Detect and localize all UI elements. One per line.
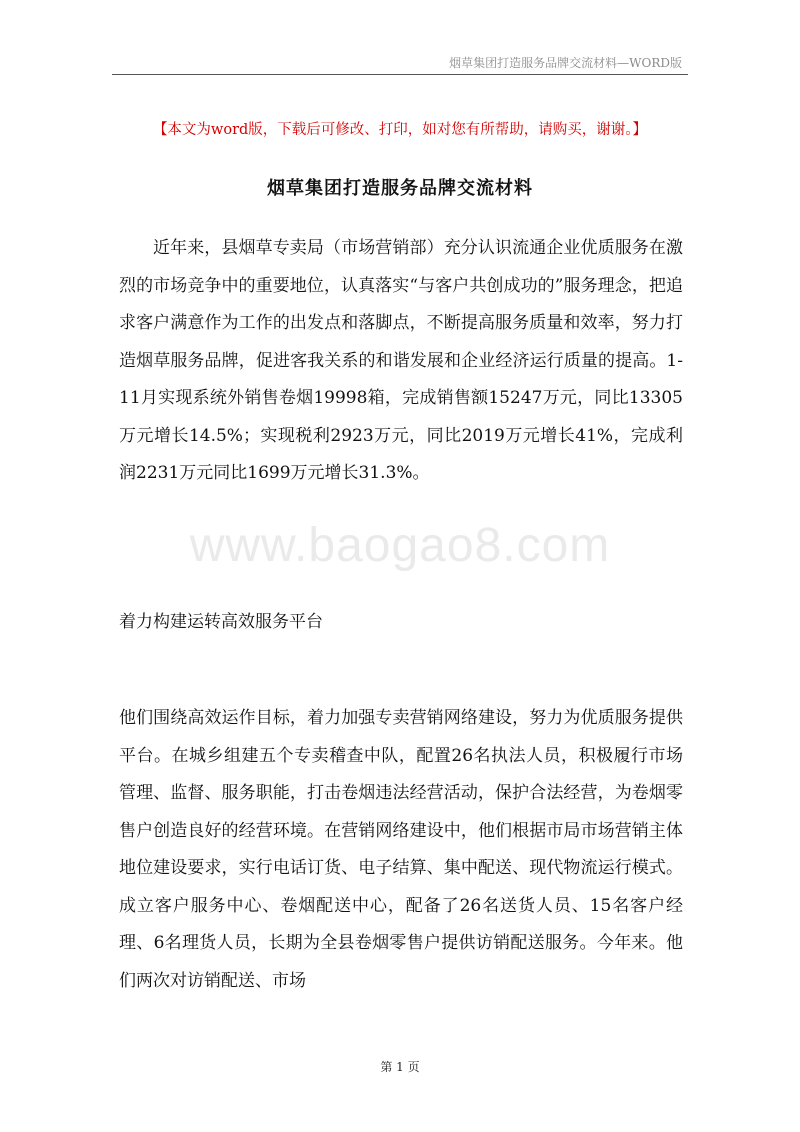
- header-divider: [112, 74, 688, 75]
- page-number: 第 1 页: [380, 1060, 420, 1074]
- download-notice: 【本文为word版，下载后可修改、打印，如对您有所帮助，请购买，谢谢。】: [152, 122, 648, 138]
- running-header: 烟草集团打造服务品牌交流材料—WORD版: [449, 56, 682, 70]
- site-watermark: www.baogao8.com: [189, 519, 611, 572]
- body-paragraph: 他们围绕高效运作目标，着力加强专卖营销网络建设，努力为优质服务提供平台。在城乡组建五个专卖稽查中队，配置26名执法人员，积极履行市场管理、监督、服务职能，打击卷烟违法经营活动，保护合法经营，为卷烟零售户创造良好的经营环境。在营销网络建设中，他们根据市局市场营销主体地位建设要求，实行电话订货、电子结算、集中配送、现代物流运行模式。成立客户服务中心、卷烟配送中心，配备了26名送货人员、15名客户经理、6名理货人员，长期为全县卷烟零售户提供访销配送服务。今年来。他们两次对访销配送、市场: [119, 708, 683, 991]
- intro-paragraph: 近年来，县烟草专卖局（市场营销部）充分认识流通企业优质服务在激烈的市场竞争中的重要地位，认真落实“与客户共创成功的”服务理念，把追求客户满意作为工作的出发点和落脚点，不断提高服务质量和效率，努力打造烟草服务品牌，促进客我关系的和谐发展和企业经济运行质量的提高。1-11月实现系统外销售卷烟19998箱，完成销售额15247万元，同比13305万元增长14.5%；实现税利2923万元，同比2019万元增长41%，完成利润2231万元同比1699万元增长31.3%。: [119, 238, 683, 483]
- document-title: 烟草集团打造服务品牌交流材料: [267, 178, 533, 199]
- section-heading: 着力构建运转高效服务平台: [119, 612, 323, 632]
